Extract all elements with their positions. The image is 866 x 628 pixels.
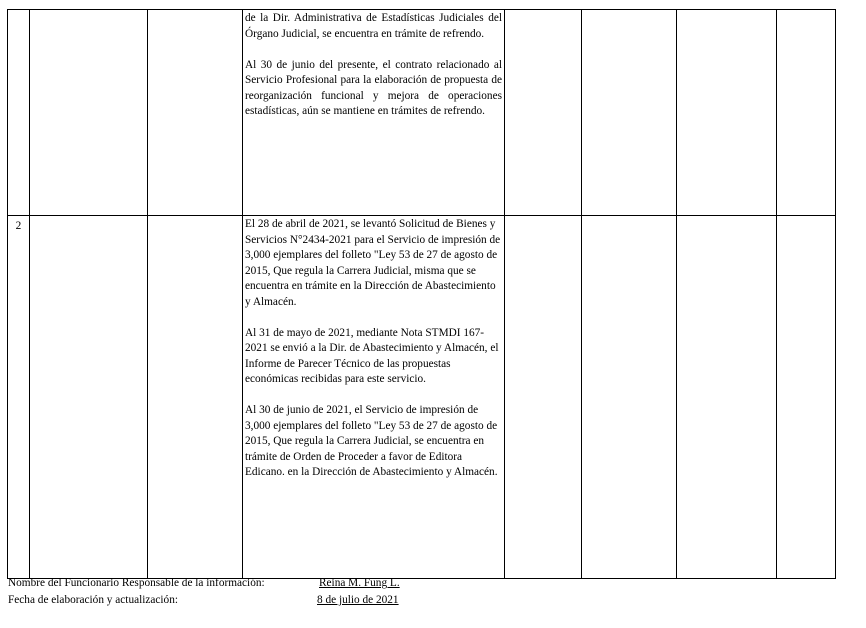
empty-cell [582,10,677,216]
date-line [8,593,508,607]
responsible-name: Reina M. Fung L. [319,577,400,589]
empty-cell [148,10,243,216]
description-paragraph: Al 31 de mayo de 2021, mediante Nota STMDI 167-2021 se envió a la Dir. de Abastecimiento y Almacén, el Informe de Parecer Técnico de las propuestas económicas recibidas para este servicio. [245,326,499,385]
empty-cell [777,10,836,216]
empty-cell [148,216,243,579]
description-paragraph: Al 30 de junio del presente, el contrato relacionado al Servicio Profesional para la elaboración de propuesta de reorganización funcional y mejora de operaciones estadísticas, aún se mantiene en trámites de refrendo. [245,58,502,117]
responsible-line [8,576,508,590]
report-table [7,9,836,579]
row-number-cell: 2 [8,216,30,579]
row-number-cell [8,10,30,216]
empty-cell [677,216,777,579]
empty-cell [30,216,148,579]
description-paragraph: Al 30 de junio de 2021, el Servicio de impresión de 3,000 ejemplares del folleto "Ley 53 de 27 de agosto de 2015, Que regula la Carrera Judicial, se encuentra en trámite de Orden de Proceder a favor de Editora Edicano. en la Dirección de Abastecimiento y Almacén. [245,404,498,478]
description-cell [243,216,505,579]
table-row [8,10,836,216]
empty-cell [30,10,148,216]
table-row [8,216,836,579]
empty-cell [505,216,582,579]
empty-cell [582,216,677,579]
empty-cell [505,10,582,216]
responsible-label: Nombre del Funcionario Responsable de la información: [8,577,265,589]
empty-cell [777,216,836,579]
date-value: 8 de julio de 2021 [317,594,399,606]
empty-cell [677,10,777,216]
description-cell [243,10,505,216]
date-label: Fecha de elaboración y actualización: [8,594,178,606]
description-paragraph: de la Dir. Administrativa de Estadísticas Judiciales del Órgano Judicial, se encuentra en trámite de refrendo. [245,12,502,40]
description-paragraph: El 28 de abril de 2021, se levantó Solicitud de Bienes y Servicios N°2434-2021 para el Servicio de impresión de 3,000 ejemplares del folleto "Ley 53 de 27 de agosto de 2015, Que regula la Carrera Judicial, misma que se encuentra en trámite en la Dirección de Abastecimiento y Almacén. [245,218,501,308]
